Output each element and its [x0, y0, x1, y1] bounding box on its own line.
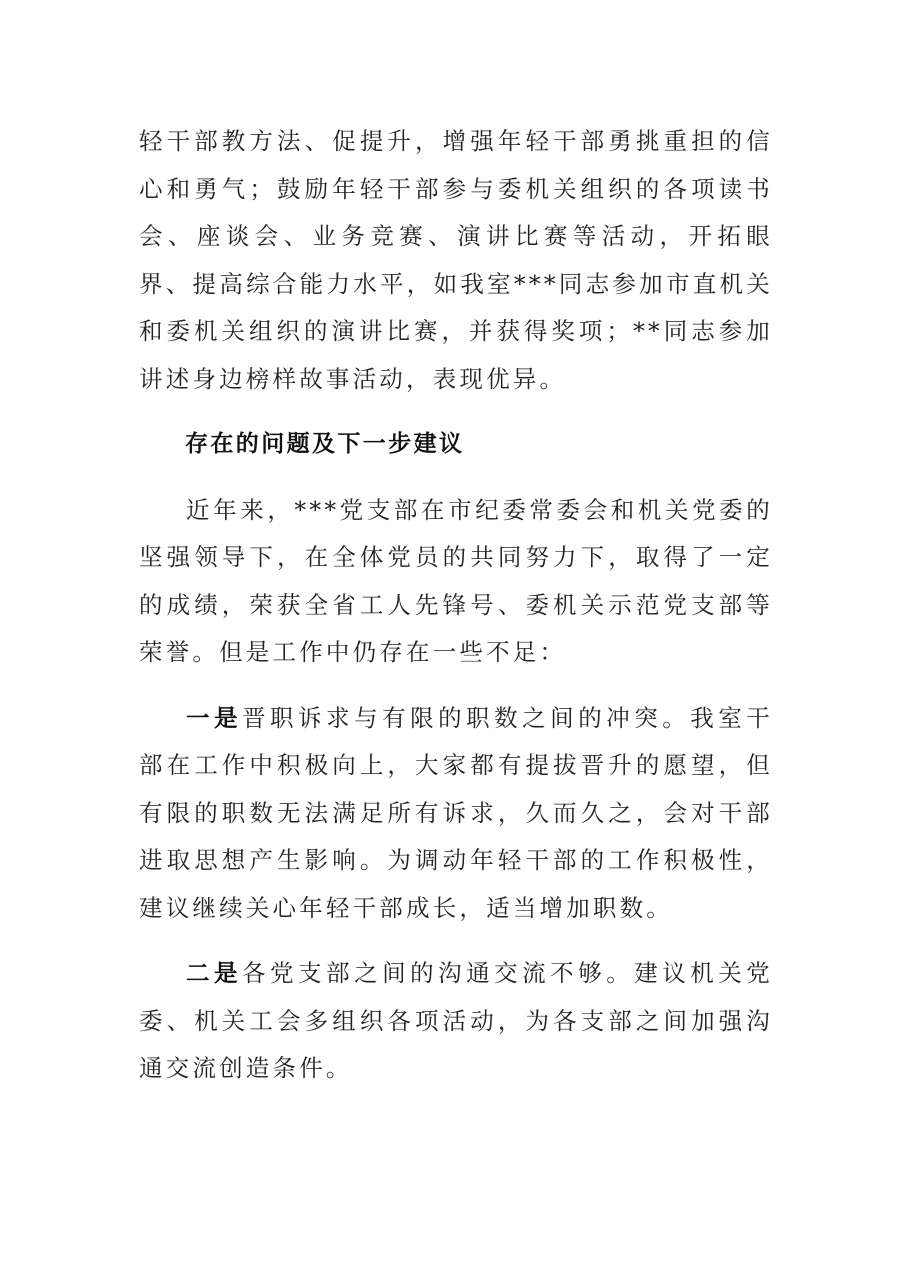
item-text-second: 各党支部之间的沟通交流不够。建议机关党委、机关工会多组织各项活动，为各支部之间加强沟通交流创造条件。: [139, 959, 773, 1082]
list-item-first: [139, 695, 773, 933]
item-lead-first: 一是: [186, 703, 243, 732]
list-item-second: [139, 950, 773, 1093]
document-body: [139, 118, 773, 1111]
item-text-first: 晋职诉求与有限的职数之间的冲突。我室干部在工作中积极向上，大家都有提拔晋升的愿望，但有限的职数无法满足所有诉求，久而久之，会对干部进取思想产生影响。为调动年轻干部的工作积极性，建议继续关心年轻干部成长，适当增加职数。: [139, 703, 773, 922]
section-heading: 存在的问题及下一步建议: [185, 431, 465, 457]
item-lead-second: 二是: [186, 959, 243, 987]
paragraph-intro: 近年来，***党支部在市纪委常委会和机关党委的坚强领导下，在全体党员的共同努力下，取得了一定的成绩，荣获全省工人先锋号、委机关示范党支部等荣誉。但是工作中仍存在一些不足：: [139, 495, 773, 666]
paragraph-continuation: 轻干部教方法、促提升，增强年轻干部勇挑重担的信心和勇气；鼓励年轻干部参与委机关组织的各项读书会、座谈会、业务竞赛、演讲比赛等活动，开拓眼界、提高综合能力水平，如我室***同志参加市直机关和委机关组织的演讲比赛，并获得奖项；**同志参加讲述身边榜样故事活动，表现优异。: [139, 127, 773, 393]
